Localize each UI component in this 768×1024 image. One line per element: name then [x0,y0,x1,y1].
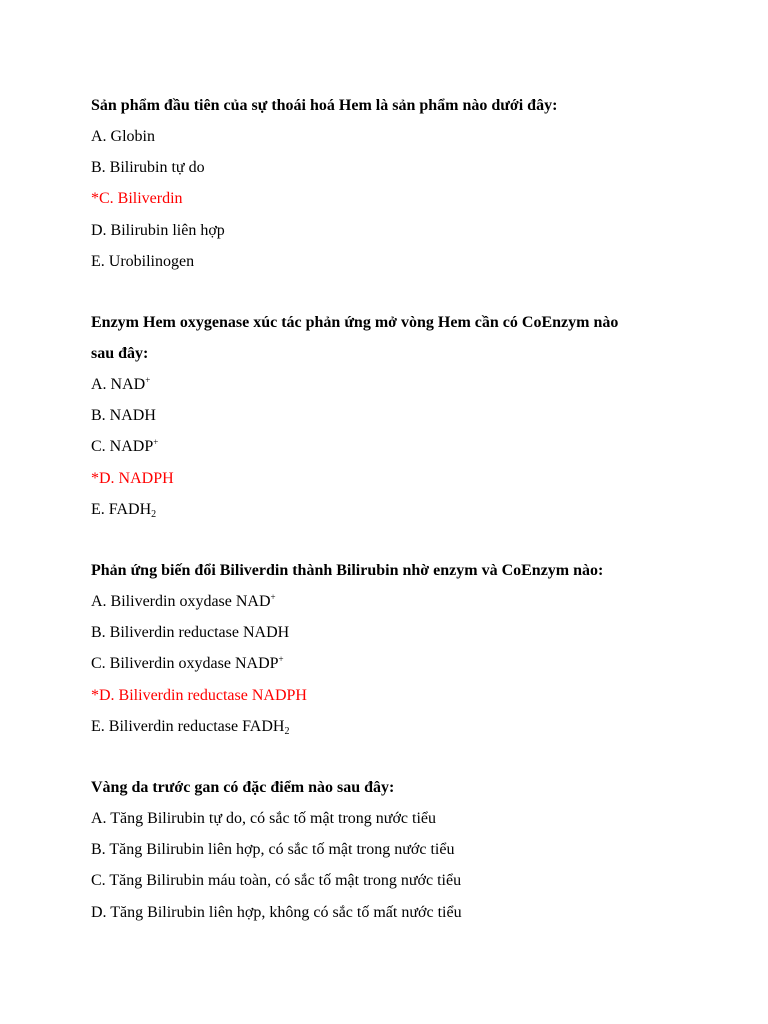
option-b [91,400,691,431]
option-e [91,494,691,525]
question-title-line-2: sau đây: [91,345,149,363]
option-a [91,586,691,617]
option-text: E. FADH [91,500,152,518]
option-b [91,617,691,648]
option-d-correct-answer [91,463,691,494]
option-d: D. Tăng Bilirubin liên hợp, không có sắc tố mất nước tiểu [91,903,462,921]
question-2 [91,307,691,525]
option-b: B. Bilirubin tự do [91,159,205,177]
option-d: D. Bilirubin liên hợp [91,221,225,239]
option-c [91,431,691,462]
superscript: + [270,592,276,603]
question-title [91,307,691,369]
option-a [91,369,691,400]
subscript: 2 [284,725,290,737]
option-text: *D. Biliverdin reductase NADPH [91,686,307,704]
superscript: + [278,654,284,665]
question-3 [91,555,691,742]
question-1 [91,90,691,277]
question-title: Sản phẩm đầu tiên của sự thoái hoá Hem là sản phẩm nào dưới đây: [91,97,558,114]
question-title: Phản ứng biến đổi Biliverdin thành Bilirubin nhờ enzym và CoEnzym nào: [91,562,604,580]
option-text: C. NADP [91,438,154,456]
question-title: Vàng da trước gan có đặc điểm nào sau đây: [91,779,395,797]
question-4 [91,772,691,928]
option-b: B. Tăng Bilirubin liên hợp, có sắc tố mật trong nước tiểu [91,841,455,859]
option-text: B. NADH [91,407,156,425]
superscript: + [153,437,159,448]
option-text: E. Biliverdin reductase FADH [91,717,285,735]
option-a: A. Tăng Bilirubin tự do, có sắc tố mật trong nước tiểu [91,810,437,828]
option-e [91,711,691,742]
option-text: C. Biliverdin oxydase NADP [91,655,279,673]
option-c-correct-answer: *C. Biliverdin [91,190,183,208]
option-c: C. Tăng Bilirubin máu toàn, có sắc tố mật trong nước tiểu [91,872,462,890]
option-d-correct-answer [91,680,691,711]
option-a: A. Globin [91,128,155,145]
option-text: B. Biliverdin reductase NADH [91,624,290,642]
option-text: A. Biliverdin oxydase NAD [91,593,271,611]
question-title-line-1: Enzym Hem oxygenase xúc tác phản ứng mở vòng Hem cần có CoEnzym nào [91,314,619,332]
option-e: E. Urobilinogen [91,252,195,270]
subscript: 2 [151,508,157,520]
option-text: *D. NADPH [91,469,174,487]
document-page [91,90,691,958]
superscript: + [145,375,151,386]
option-text: A. NAD [91,376,146,394]
option-c [91,648,691,679]
